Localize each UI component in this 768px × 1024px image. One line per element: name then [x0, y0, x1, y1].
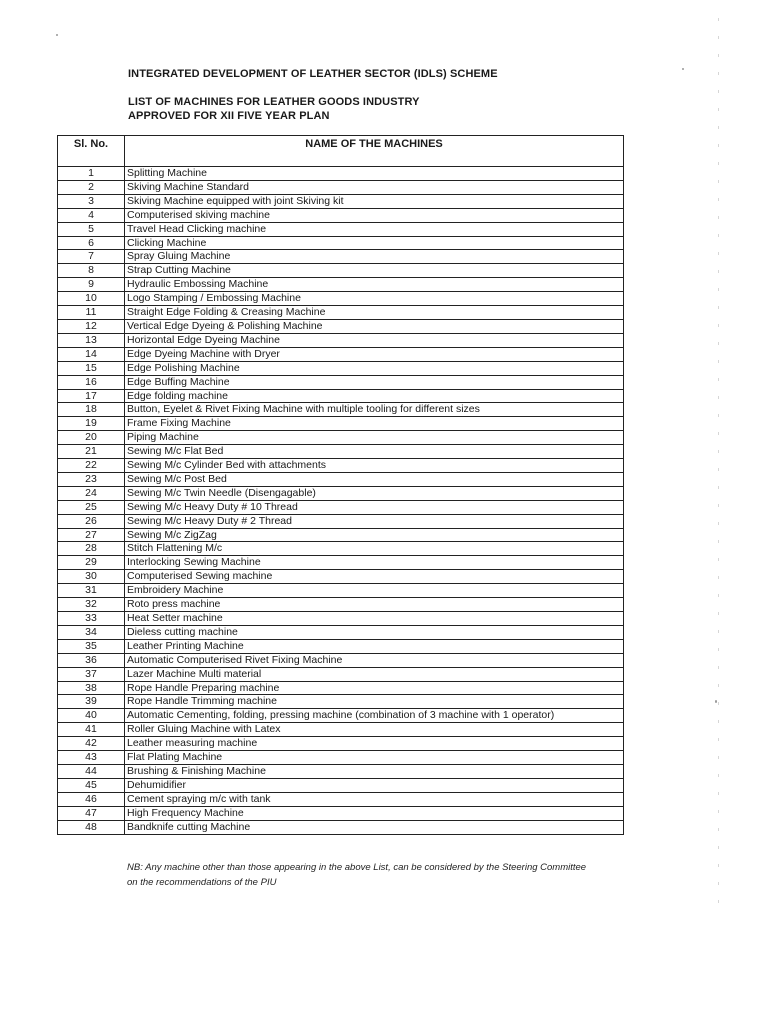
table-row: [58, 250, 624, 264]
machine-name-cell: Horizontal Edge Dyeing Machine: [125, 333, 624, 347]
list-title: LIST OF MACHINES FOR LEATHER GOODS INDUSTRY: [128, 96, 420, 108]
machine-name-cell: Automatic Cementing, folding, pressing machine (combination of 3 machine with 1 operator): [125, 709, 624, 723]
machine-name-cell: Dieless cutting machine: [125, 625, 624, 639]
sl-no-cell: 45: [58, 778, 125, 792]
sl-no-cell: 21: [58, 445, 125, 459]
sl-no-cell: 18: [58, 403, 125, 417]
sl-no-cell: 29: [58, 556, 125, 570]
machine-name-cell: Stitch Flattening M/c: [125, 542, 624, 556]
table-row: [58, 417, 624, 431]
sl-no-cell: 7: [58, 250, 125, 264]
table-row: [58, 208, 624, 222]
table-row: [58, 264, 624, 278]
machine-name-cell: Travel Head Clicking machine: [125, 222, 624, 236]
machine-name-cell: Sewing M/c ZigZag: [125, 528, 624, 542]
sl-no-cell: 22: [58, 459, 125, 473]
machine-name-cell: Cement spraying m/c with tank: [125, 792, 624, 806]
machine-name-cell: Lazer Machine Multi material: [125, 667, 624, 681]
machine-name-cell: Logo Stamping / Embossing Machine: [125, 292, 624, 306]
table-row: [58, 319, 624, 333]
table-row: [58, 681, 624, 695]
table-row: [58, 653, 624, 667]
table-row: [58, 292, 624, 306]
table-row: [58, 612, 624, 626]
machine-name-cell: Sewing M/c Heavy Duty # 2 Thread: [125, 514, 624, 528]
scan-edge-artifact: [718, 18, 719, 918]
footnote: NB: Any machine other than those appearing in the above List, can be considered by the Steering Committee on the recommendations of the PIU: [127, 862, 587, 888]
machine-name-cell: Leather Printing Machine: [125, 639, 624, 653]
table-row: [58, 639, 624, 653]
sl-no-cell: 25: [58, 500, 125, 514]
machine-name-cell: Button, Eyelet & Rivet Fixing Machine with multiple tooling for different sizes: [125, 403, 624, 417]
machine-name-cell: Vertical Edge Dyeing & Polishing Machine: [125, 319, 624, 333]
table-row: [58, 542, 624, 556]
table-row: [58, 194, 624, 208]
sl-no-cell: 13: [58, 333, 125, 347]
sl-no-cell: 31: [58, 584, 125, 598]
machines-table: [57, 135, 624, 835]
machine-name-cell: Leather measuring machine: [125, 737, 624, 751]
machine-name-cell: Hydraulic Embossing Machine: [125, 278, 624, 292]
machine-name-cell: Clicking Machine: [125, 236, 624, 250]
table-row: [58, 333, 624, 347]
table-row: [58, 778, 624, 792]
sl-no-cell: 10: [58, 292, 125, 306]
machine-name-cell: Sewing M/c Twin Needle (Disengagable): [125, 486, 624, 500]
machine-name-cell: Interlocking Sewing Machine: [125, 556, 624, 570]
plan-subtitle: APPROVED FOR XII FIVE YEAR PLAN: [128, 110, 330, 122]
table-row: [58, 459, 624, 473]
sl-no-cell: 42: [58, 737, 125, 751]
machine-name-cell: Strap Cutting Machine: [125, 264, 624, 278]
sl-no-cell: 24: [58, 486, 125, 500]
machine-name-cell: Flat Plating Machine: [125, 751, 624, 765]
sl-no-cell: 6: [58, 236, 125, 250]
machine-name-cell: Spray Gluing Machine: [125, 250, 624, 264]
sl-no-cell: 38: [58, 681, 125, 695]
sl-no-cell: 19: [58, 417, 125, 431]
table-row: [58, 389, 624, 403]
table-row: [58, 347, 624, 361]
machine-name-cell: Sewing M/c Post Bed: [125, 472, 624, 486]
sl-no-cell: 44: [58, 764, 125, 778]
machine-name-cell: Sewing M/c Flat Bed: [125, 445, 624, 459]
scan-speck: [682, 68, 684, 70]
sl-no-cell: 43: [58, 751, 125, 765]
table-row: [58, 500, 624, 514]
machine-name-cell: High Frequency Machine: [125, 806, 624, 820]
sl-no-cell: 3: [58, 194, 125, 208]
machine-name-cell: Brushing & Finishing Machine: [125, 764, 624, 778]
table-row: [58, 723, 624, 737]
machine-name-cell: Edge Dyeing Machine with Dryer: [125, 347, 624, 361]
sl-no-cell: 36: [58, 653, 125, 667]
sl-no-cell: 37: [58, 667, 125, 681]
sl-no-cell: 33: [58, 612, 125, 626]
table-row: [58, 431, 624, 445]
table-row: [58, 806, 624, 820]
scan-speck: [715, 700, 717, 703]
column-header-machine-name: NAME OF THE MACHINES: [125, 136, 624, 167]
sl-no-cell: 15: [58, 361, 125, 375]
table-row: [58, 820, 624, 834]
sl-no-cell: 32: [58, 598, 125, 612]
table-row: [58, 598, 624, 612]
sl-no-cell: 9: [58, 278, 125, 292]
table-row: [58, 236, 624, 250]
table-row: [58, 514, 624, 528]
table-row: [58, 486, 624, 500]
table-row: [58, 180, 624, 194]
machine-name-cell: Roto press machine: [125, 598, 624, 612]
sl-no-cell: 39: [58, 695, 125, 709]
table-row: [58, 445, 624, 459]
sl-no-cell: 16: [58, 375, 125, 389]
column-header-sl-no: Sl. No.: [58, 136, 125, 167]
sl-no-cell: 23: [58, 472, 125, 486]
machine-name-cell: Sewing M/c Cylinder Bed with attachments: [125, 459, 624, 473]
sl-no-cell: 2: [58, 180, 125, 194]
table-row: [58, 584, 624, 598]
machine-name-cell: Heat Setter machine: [125, 612, 624, 626]
sl-no-cell: 14: [58, 347, 125, 361]
machine-name-cell: Splitting Machine: [125, 167, 624, 181]
machine-name-cell: Roller Gluing Machine with Latex: [125, 723, 624, 737]
table-row: [58, 764, 624, 778]
sl-no-cell: 4: [58, 208, 125, 222]
machine-name-cell: Skiving Machine equipped with joint Skiving kit: [125, 194, 624, 208]
sl-no-cell: 46: [58, 792, 125, 806]
sl-no-cell: 20: [58, 431, 125, 445]
table-row: [58, 737, 624, 751]
table-row: [58, 625, 624, 639]
table-row: [58, 472, 624, 486]
machine-name-cell: Skiving Machine Standard: [125, 180, 624, 194]
sl-no-cell: 28: [58, 542, 125, 556]
table-row: [58, 375, 624, 389]
table-row: [58, 695, 624, 709]
sl-no-cell: 27: [58, 528, 125, 542]
machine-name-cell: Frame Fixing Machine: [125, 417, 624, 431]
table-row: [58, 222, 624, 236]
sl-no-cell: 5: [58, 222, 125, 236]
table-row: [58, 528, 624, 542]
sl-no-cell: 30: [58, 570, 125, 584]
machine-name-cell: Straight Edge Folding & Creasing Machine: [125, 306, 624, 320]
machine-name-cell: Edge Buffing Machine: [125, 375, 624, 389]
sl-no-cell: 40: [58, 709, 125, 723]
sl-no-cell: 26: [58, 514, 125, 528]
machine-name-cell: Piping Machine: [125, 431, 624, 445]
table-row: [58, 667, 624, 681]
table-row: [58, 709, 624, 723]
sl-no-cell: 48: [58, 820, 125, 834]
sl-no-cell: 34: [58, 625, 125, 639]
sl-no-cell: 35: [58, 639, 125, 653]
machine-name-cell: Bandknife cutting Machine: [125, 820, 624, 834]
table-row: [58, 556, 624, 570]
machine-name-cell: Rope Handle Preparing machine: [125, 681, 624, 695]
sl-no-cell: 41: [58, 723, 125, 737]
scan-speck: [56, 34, 58, 36]
machine-name-cell: Rope Handle Trimming machine: [125, 695, 624, 709]
table-row: [58, 751, 624, 765]
table-row: [58, 792, 624, 806]
machine-name-cell: Computerised skiving machine: [125, 208, 624, 222]
sl-no-cell: 12: [58, 319, 125, 333]
document-title: INTEGRATED DEVELOPMENT OF LEATHER SECTOR (IDLS) SCHEME: [128, 68, 498, 80]
machine-name-cell: Embroidery Machine: [125, 584, 624, 598]
table-row: [58, 570, 624, 584]
machine-name-cell: Sewing M/c Heavy Duty # 10 Thread: [125, 500, 624, 514]
machine-name-cell: Automatic Computerised Rivet Fixing Machine: [125, 653, 624, 667]
machine-name-cell: Dehumidifier: [125, 778, 624, 792]
table-row: [58, 278, 624, 292]
table-row: [58, 167, 624, 181]
table-row: [58, 306, 624, 320]
machine-name-cell: Edge Polishing Machine: [125, 361, 624, 375]
sl-no-cell: 47: [58, 806, 125, 820]
table-row: [58, 403, 624, 417]
table-body: [58, 167, 624, 835]
sl-no-cell: 17: [58, 389, 125, 403]
table-header-row: [58, 136, 624, 167]
machine-name-cell: Computerised Sewing machine: [125, 570, 624, 584]
sl-no-cell: 11: [58, 306, 125, 320]
table-row: [58, 361, 624, 375]
machine-name-cell: Edge folding machine: [125, 389, 624, 403]
sl-no-cell: 8: [58, 264, 125, 278]
sl-no-cell: 1: [58, 167, 125, 181]
